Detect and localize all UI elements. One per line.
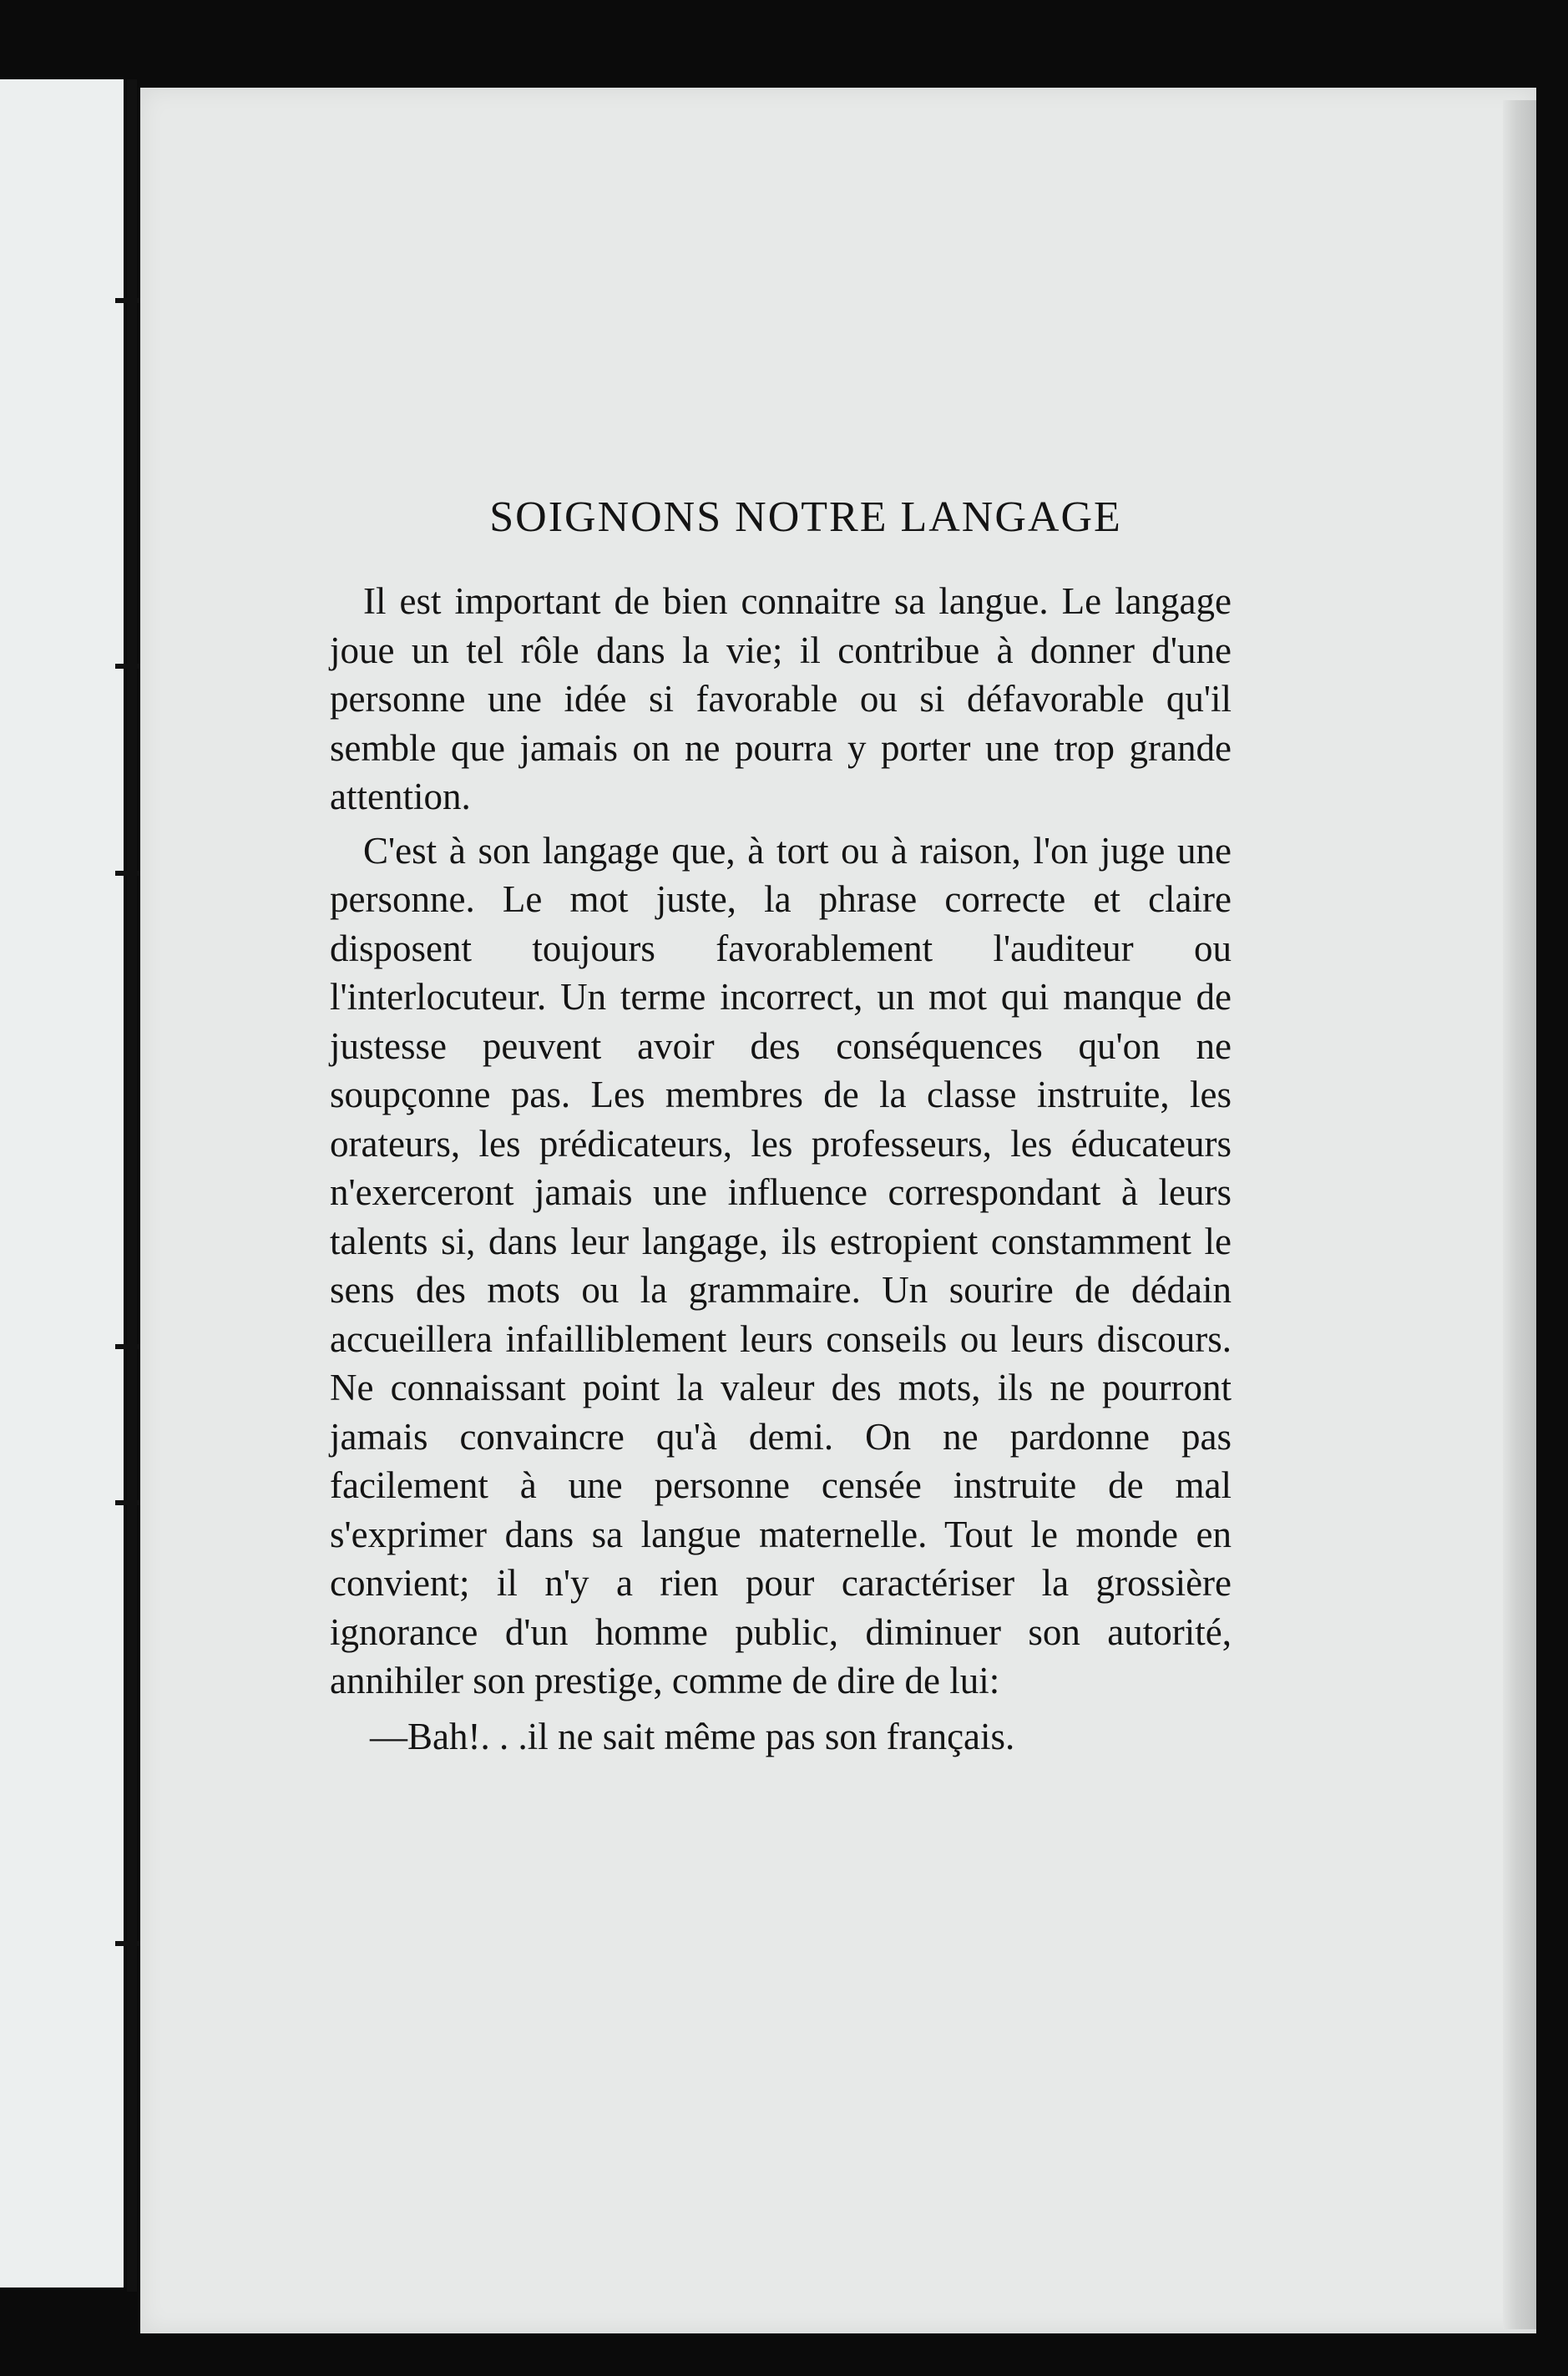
left-page-edge [0, 79, 124, 2288]
paragraph: Il est important de bien connaitre sa langue. Le langage joue un tel rôle dans la vie; il contribue à donner d'une personne une idée si favorable ou si défavorable qu'il semble que jamais on ne pourra y porter une trop grande attention. [330, 580, 1232, 817]
page-content [330, 493, 1232, 1761]
page-stack-edge [1503, 100, 1536, 2329]
chapter-title: SOIGNONS NOTRE LANGAGE [489, 493, 1122, 541]
book-binding [127, 79, 137, 2292]
closing-quote: —Bah!. . .il ne sait même pas son français. [370, 1715, 1015, 1757]
paragraph: C'est à son langage que, à tort ou à raison, l'on juge une personne. Le mot juste, la phrase correcte et claire disposent toujours favorablement l'auditeur ou l'interlocuteur. Un terme incorrect, un mot qui manque de justesse peuvent avoir des conséquences qu'on ne soupçonne pas. Les membres de la classe instruite, les orateurs, les prédicateurs, les professeurs, les éducateurs n'exerceront jamais une influence correspondant à leurs talents si, dans leur langage, ils estropient constamment le sens des mots ou la grammaire. Un sourire de dédain accueillera infailliblement leurs conseils ou leurs discours. Ne connaissant point la valeur des mots, ils ne pourront jamais convaincre qu'à demi. On ne pardonne pas facilement à une personne censée instruite de mal s'exprimer dans sa langue maternelle. Tout le monde en convient; il n'y a rien pour caractériser la grossière ignorance d'un homme public, diminuer son autorité, annihiler son prestige, comme de dire de lui: [330, 829, 1232, 1701]
